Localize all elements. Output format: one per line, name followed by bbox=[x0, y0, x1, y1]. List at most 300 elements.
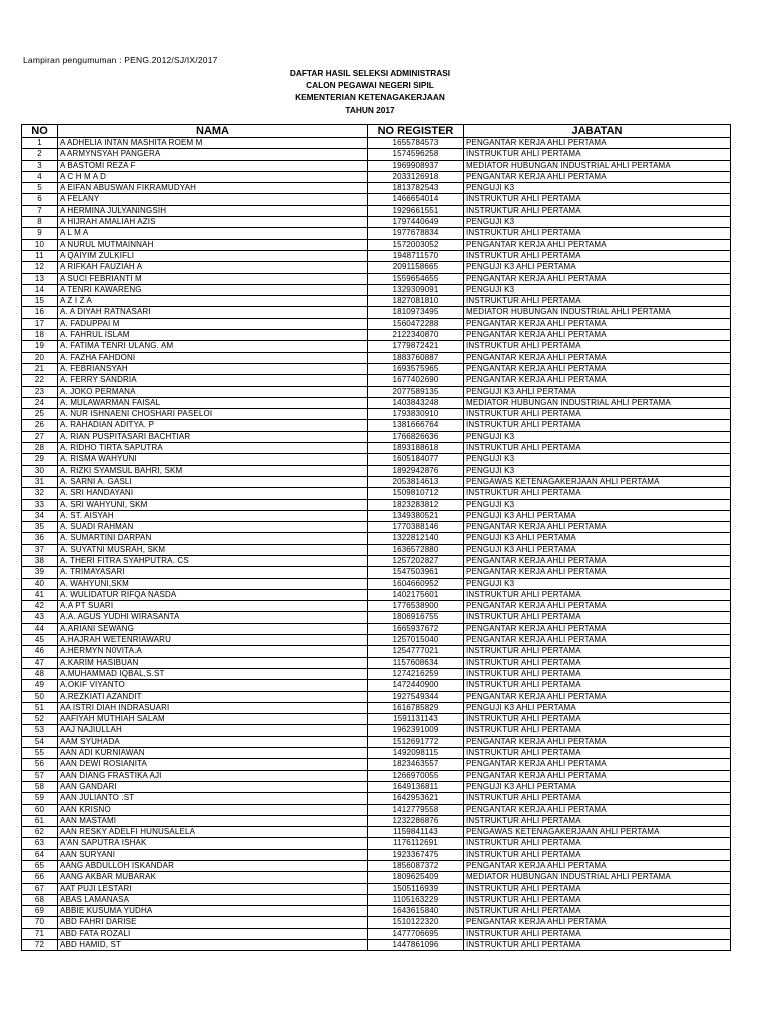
table-row bbox=[22, 601, 731, 612]
cell-nama: A EIFAN ABUSWAN FIKRAMUDYAH bbox=[58, 183, 368, 194]
table-row bbox=[22, 804, 731, 815]
cell-no: 31 bbox=[22, 476, 58, 487]
cell-no: 41 bbox=[22, 589, 58, 600]
cell-jabatan: PENGANTAR KERJA AHLI PERTAMA bbox=[464, 318, 731, 329]
cell-nama: AAN DEWI ROSIANITA bbox=[58, 759, 368, 770]
cell-no-register: 1560472288 bbox=[368, 318, 464, 329]
table-row bbox=[22, 171, 731, 182]
cell-jabatan: PENGANTAR KERJA AHLI PERTAMA bbox=[464, 363, 731, 374]
cell-jabatan: INSTRUKTUR AHLI PERTAMA bbox=[464, 194, 731, 205]
cell-no-register: 1655784573 bbox=[368, 138, 464, 149]
table-row bbox=[22, 476, 731, 487]
cell-no: 18 bbox=[22, 330, 58, 341]
cell-nama: ABD FATA ROZALI bbox=[58, 928, 368, 939]
cell-nama: A.HAJRAH WETENRIAWARU bbox=[58, 635, 368, 646]
cell-no-register: 1969908937 bbox=[368, 160, 464, 171]
cell-jabatan: INSTRUKTUR AHLI PERTAMA bbox=[464, 748, 731, 759]
cell-no: 37 bbox=[22, 544, 58, 555]
cell-no: 57 bbox=[22, 770, 58, 781]
cell-jabatan: PENGANTAR KERJA AHLI PERTAMA bbox=[464, 352, 731, 363]
cell-no-register: 1927549344 bbox=[368, 691, 464, 702]
cell-nama: A. SUADI RAHMAN bbox=[58, 522, 368, 533]
table-row bbox=[22, 363, 731, 374]
heading-line: KEMENTERIAN KETENAGAKERJAAN bbox=[295, 92, 445, 103]
table-row bbox=[22, 284, 731, 295]
cell-no-register: 1797440649 bbox=[368, 217, 464, 228]
cell-no-register: 1159841143 bbox=[368, 827, 464, 838]
cell-no-register: 1977678834 bbox=[368, 228, 464, 239]
cell-no-register: 1510122320 bbox=[368, 917, 464, 928]
cell-no: 23 bbox=[22, 386, 58, 397]
cell-nama: A. SARNI A. GASLI bbox=[58, 476, 368, 487]
table-row bbox=[22, 736, 731, 747]
table-row bbox=[22, 793, 731, 804]
cell-no: 35 bbox=[22, 522, 58, 533]
cell-jabatan: PENGUJI K3 AHLI PERTAMA bbox=[464, 533, 731, 544]
cell-nama: A.HERMYN N0VITA.A bbox=[58, 646, 368, 657]
table-row bbox=[22, 239, 731, 250]
cell-no-register: 2053814613 bbox=[368, 476, 464, 487]
cell-jabatan: PENGANTAR KERJA AHLI PERTAMA bbox=[464, 330, 731, 341]
cell-nama: A Z I Z A bbox=[58, 296, 368, 307]
table-row bbox=[22, 352, 731, 363]
cell-no: 27 bbox=[22, 431, 58, 442]
cell-jabatan: PENGUJI K3 AHLI PERTAMA bbox=[464, 262, 731, 273]
table-row bbox=[22, 296, 731, 307]
cell-no-register: 1572003052 bbox=[368, 239, 464, 250]
cell-jabatan: INSTRUKTUR AHLI PERTAMA bbox=[464, 849, 731, 860]
cell-no: 8 bbox=[22, 217, 58, 228]
cell-nama: A.KARIM HASIBUAN bbox=[58, 657, 368, 668]
cell-jabatan: PENGUJI K3 bbox=[464, 217, 731, 228]
cell-jabatan: PENGUJI K3 bbox=[464, 454, 731, 465]
cell-no-register: 1509810712 bbox=[368, 488, 464, 499]
table-row bbox=[22, 510, 731, 521]
cell-nama: AAJ NAJIULLAH bbox=[58, 725, 368, 736]
cell-no: 22 bbox=[22, 375, 58, 386]
cell-no: 67 bbox=[22, 883, 58, 894]
cell-jabatan: PENGANTAR KERJA AHLI PERTAMA bbox=[464, 623, 731, 634]
cell-jabatan: PENGUJI K3 bbox=[464, 499, 731, 510]
cell-jabatan: INSTRUKTUR AHLI PERTAMA bbox=[464, 906, 731, 917]
cell-jabatan: INSTRUKTUR AHLI PERTAMA bbox=[464, 409, 731, 420]
table-row bbox=[22, 499, 731, 510]
table-row bbox=[22, 454, 731, 465]
cell-no-register: 1883760887 bbox=[368, 352, 464, 363]
cell-no: 59 bbox=[22, 793, 58, 804]
cell-jabatan: MEDIATOR HUBUNGAN INDUSTRIAL AHLI PERTAMA bbox=[464, 397, 731, 408]
cell-jabatan: INSTRUKTUR AHLI PERTAMA bbox=[464, 646, 731, 657]
cell-no: 15 bbox=[22, 296, 58, 307]
cell-no: 70 bbox=[22, 917, 58, 928]
cell-nama: A. NUR ISHNAENI CHOSHARI PASELOI bbox=[58, 409, 368, 420]
cell-jabatan: PENGUJI K3 AHLI PERTAMA bbox=[464, 510, 731, 521]
cell-jabatan: INSTRUKTUR AHLI PERTAMA bbox=[464, 793, 731, 804]
cell-no-register: 1827081810 bbox=[368, 296, 464, 307]
cell-nama: A. THERI FITRA SYAHPUTRA. CS bbox=[58, 555, 368, 566]
cell-nama: A. SRI HANDAYANI bbox=[58, 488, 368, 499]
cell-no: 48 bbox=[22, 668, 58, 679]
cell-no-register: 1274216259 bbox=[368, 668, 464, 679]
table-row bbox=[22, 748, 731, 759]
cell-nama: A. JOKO PERMANA bbox=[58, 386, 368, 397]
cell-no-register: 1636572880 bbox=[368, 544, 464, 555]
cell-no-register: 1257015040 bbox=[368, 635, 464, 646]
cell-nama: ABAS LAMANASA bbox=[58, 894, 368, 905]
table-row bbox=[22, 646, 731, 657]
cell-jabatan: INSTRUKTUR AHLI PERTAMA bbox=[464, 589, 731, 600]
cell-no: 7 bbox=[22, 205, 58, 216]
cell-no: 60 bbox=[22, 804, 58, 815]
cell-jabatan: PENGAWAS KETENAGAKERJAAN AHLI PERTAMA bbox=[464, 476, 731, 487]
lampiran-reference: Lampiran pengumuman : PENG.2012/SJ/IX/2017 bbox=[23, 55, 218, 65]
cell-no-register: 1254777021 bbox=[368, 646, 464, 657]
cell-nama: AANG ABDULLOH ISKANDAR bbox=[58, 861, 368, 872]
table-row bbox=[22, 375, 731, 386]
cell-no: 51 bbox=[22, 702, 58, 713]
cell-jabatan: PENGUJI K3 bbox=[464, 578, 731, 589]
cell-no-register: 1157608634 bbox=[368, 657, 464, 668]
cell-no: 69 bbox=[22, 906, 58, 917]
cell-jabatan: INSTRUKTUR AHLI PERTAMA bbox=[464, 668, 731, 679]
cell-jabatan: INSTRUKTUR AHLI PERTAMA bbox=[464, 928, 731, 939]
cell-no-register: 1948711570 bbox=[368, 250, 464, 261]
cell-jabatan: PENGANTAR KERJA AHLI PERTAMA bbox=[464, 555, 731, 566]
column-header-jabatan: JABATAN bbox=[464, 125, 731, 138]
cell-no-register: 2122340870 bbox=[368, 330, 464, 341]
cell-no-register: 1649136811 bbox=[368, 781, 464, 792]
cell-no-register: 1665937672 bbox=[368, 623, 464, 634]
cell-no: 16 bbox=[22, 307, 58, 318]
cell-no: 54 bbox=[22, 736, 58, 747]
cell-no: 36 bbox=[22, 533, 58, 544]
cell-no: 20 bbox=[22, 352, 58, 363]
cell-no-register: 1693575965 bbox=[368, 363, 464, 374]
table-row bbox=[22, 872, 731, 883]
table-row bbox=[22, 861, 731, 872]
cell-no: 33 bbox=[22, 499, 58, 510]
table-row bbox=[22, 702, 731, 713]
cell-jabatan: INSTRUKTUR AHLI PERTAMA bbox=[464, 883, 731, 894]
cell-no: 47 bbox=[22, 657, 58, 668]
cell-jabatan: MEDIATOR HUBUNGAN INDUSTRIAL AHLI PERTAMA bbox=[464, 160, 731, 171]
cell-jabatan: INSTRUKTUR AHLI PERTAMA bbox=[464, 838, 731, 849]
cell-no-register: 2077589135 bbox=[368, 386, 464, 397]
table-row bbox=[22, 940, 731, 951]
cell-jabatan: PENGANTAR KERJA AHLI PERTAMA bbox=[464, 861, 731, 872]
table-row bbox=[22, 781, 731, 792]
cell-no: 46 bbox=[22, 646, 58, 657]
table-body bbox=[22, 138, 731, 951]
cell-no: 38 bbox=[22, 555, 58, 566]
table-row bbox=[22, 273, 731, 284]
cell-nama: A. WULIDATUR RIFQA NASDA bbox=[58, 589, 368, 600]
cell-no: 12 bbox=[22, 262, 58, 273]
table-row bbox=[22, 183, 731, 194]
cell-jabatan: PENGANTAR KERJA AHLI PERTAMA bbox=[464, 917, 731, 928]
cell-no: 11 bbox=[22, 250, 58, 261]
cell-no-register: 1642953621 bbox=[368, 793, 464, 804]
cell-no: 56 bbox=[22, 759, 58, 770]
column-header-no: NO bbox=[22, 125, 58, 138]
cell-no: 44 bbox=[22, 623, 58, 634]
cell-no-register: 1472440900 bbox=[368, 680, 464, 691]
cell-nama: AAN SURYANI bbox=[58, 849, 368, 860]
cell-no-register: 1176112691 bbox=[368, 838, 464, 849]
cell-no-register: 1322812140 bbox=[368, 533, 464, 544]
cell-no-register: 1776538900 bbox=[368, 601, 464, 612]
cell-no-register: 1402175601 bbox=[368, 589, 464, 600]
cell-nama: ABD FAHRI DARISE bbox=[58, 917, 368, 928]
cell-jabatan: PENGUJI K3 AHLI PERTAMA bbox=[464, 781, 731, 792]
results-table bbox=[21, 124, 731, 951]
cell-no-register: 1349380521 bbox=[368, 510, 464, 521]
cell-nama: AAN MASTAMI bbox=[58, 815, 368, 826]
cell-nama: AAN DIANG FRASTIKA AJI bbox=[58, 770, 368, 781]
table-row bbox=[22, 194, 731, 205]
cell-nama: AAN KRISNO bbox=[58, 804, 368, 815]
cell-no: 5 bbox=[22, 183, 58, 194]
cell-nama: A. RIDHO TIRTA SAPUTRA bbox=[58, 443, 368, 454]
cell-nama: A.ARIANI SEWANG bbox=[58, 623, 368, 634]
cell-no: 4 bbox=[22, 171, 58, 182]
table-row bbox=[22, 431, 731, 442]
cell-nama: A. FADUPPAI M bbox=[58, 318, 368, 329]
cell-jabatan: PENGANTAR KERJA AHLI PERTAMA bbox=[464, 770, 731, 781]
cell-no: 17 bbox=[22, 318, 58, 329]
cell-nama: A. ST. AISYAH bbox=[58, 510, 368, 521]
cell-no-register: 1329309091 bbox=[368, 284, 464, 295]
cell-nama: A. RIZKI SYAMSUL BAHRI, SKM bbox=[58, 465, 368, 476]
cell-nama: AAN JULIANTO .ST bbox=[58, 793, 368, 804]
table-row bbox=[22, 138, 731, 149]
cell-no: 52 bbox=[22, 714, 58, 725]
cell-no-register: 1232286876 bbox=[368, 815, 464, 826]
table-row bbox=[22, 623, 731, 634]
cell-no-register: 1810973495 bbox=[368, 307, 464, 318]
cell-jabatan: PENGANTAR KERJA AHLI PERTAMA bbox=[464, 759, 731, 770]
cell-no: 42 bbox=[22, 601, 58, 612]
cell-jabatan: PENGANTAR KERJA AHLI PERTAMA bbox=[464, 375, 731, 386]
cell-no-register: 1823283812 bbox=[368, 499, 464, 510]
cell-no-register: 1809625409 bbox=[368, 872, 464, 883]
cell-nama: A. FAZHA FAHDONI bbox=[58, 352, 368, 363]
cell-no: 34 bbox=[22, 510, 58, 521]
table-row bbox=[22, 612, 731, 623]
cell-nama: A QAIYIM ZULKIFLI bbox=[58, 250, 368, 261]
cell-no-register: 1591131143 bbox=[368, 714, 464, 725]
table-row bbox=[22, 657, 731, 668]
cell-nama: AANG AKBAR MUBARAK bbox=[58, 872, 368, 883]
cell-jabatan: PENGANTAR KERJA AHLI PERTAMA bbox=[464, 567, 731, 578]
table-row bbox=[22, 555, 731, 566]
table-row bbox=[22, 668, 731, 679]
cell-no: 2 bbox=[22, 149, 58, 160]
table-row bbox=[22, 578, 731, 589]
cell-nama: A. SRI WAHYUNI, SKM bbox=[58, 499, 368, 510]
cell-nama: A'AN SAPUTRA ISHAK bbox=[58, 838, 368, 849]
cell-no: 40 bbox=[22, 578, 58, 589]
cell-jabatan: INSTRUKTUR AHLI PERTAMA bbox=[464, 714, 731, 725]
cell-no: 26 bbox=[22, 420, 58, 431]
table-row bbox=[22, 589, 731, 600]
cell-nama: A C H M A D bbox=[58, 171, 368, 182]
table-row bbox=[22, 341, 731, 352]
cell-no-register: 1574596258 bbox=[368, 149, 464, 160]
cell-no-register: 1559654655 bbox=[368, 273, 464, 284]
table-row bbox=[22, 544, 731, 555]
cell-jabatan: INSTRUKTUR AHLI PERTAMA bbox=[464, 228, 731, 239]
cell-jabatan: PENGANTAR KERJA AHLI PERTAMA bbox=[464, 522, 731, 533]
cell-jabatan: PENGANTAR KERJA AHLI PERTAMA bbox=[464, 239, 731, 250]
table-row bbox=[22, 262, 731, 273]
cell-no-register: 1381666764 bbox=[368, 420, 464, 431]
cell-jabatan: INSTRUKTUR AHLI PERTAMA bbox=[464, 296, 731, 307]
cell-no: 43 bbox=[22, 612, 58, 623]
cell-jabatan: PENGANTAR KERJA AHLI PERTAMA bbox=[464, 691, 731, 702]
cell-nama: AAM SYUHADA bbox=[58, 736, 368, 747]
cell-jabatan: INSTRUKTUR AHLI PERTAMA bbox=[464, 612, 731, 623]
table-row bbox=[22, 815, 731, 826]
cell-no-register: 1923367475 bbox=[368, 849, 464, 860]
cell-nama: A ADHELIA INTAN MASHITA ROEM M bbox=[58, 138, 368, 149]
table-row bbox=[22, 318, 731, 329]
cell-no-register: 1412779558 bbox=[368, 804, 464, 815]
cell-no-register: 1403843248 bbox=[368, 397, 464, 408]
cell-nama: A. FERRY SANDRIA bbox=[58, 375, 368, 386]
cell-no-register: 1793830910 bbox=[368, 409, 464, 420]
table-row bbox=[22, 827, 731, 838]
cell-jabatan: INSTRUKTUR AHLI PERTAMA bbox=[464, 205, 731, 216]
table-row bbox=[22, 397, 731, 408]
cell-jabatan: INSTRUKTUR AHLI PERTAMA bbox=[464, 420, 731, 431]
cell-no: 30 bbox=[22, 465, 58, 476]
cell-nama: A TENRI KAWARENG bbox=[58, 284, 368, 295]
cell-nama: A. FAHRUL ISLAM bbox=[58, 330, 368, 341]
cell-nama: AAN ADI KURNIAWAN bbox=[58, 748, 368, 759]
cell-no-register: 1806916755 bbox=[368, 612, 464, 623]
table-row bbox=[22, 488, 731, 499]
cell-jabatan: PENGANTAR KERJA AHLI PERTAMA bbox=[464, 736, 731, 747]
cell-no: 28 bbox=[22, 443, 58, 454]
cell-no-register: 1604660952 bbox=[368, 578, 464, 589]
cell-nama: A. FATIMA TENRI ULANG. AM bbox=[58, 341, 368, 352]
table-row bbox=[22, 635, 731, 646]
cell-nama: A.OKIF VIYANTO bbox=[58, 680, 368, 691]
table-row bbox=[22, 906, 731, 917]
cell-nama: ABBIE KUSUMA YUDHA bbox=[58, 906, 368, 917]
cell-no-register: 1257202827 bbox=[368, 555, 464, 566]
cell-nama: A.A. AGUS YUDHI WIRASANTA bbox=[58, 612, 368, 623]
cell-nama: AA ISTRI DIAH INDRASUARI bbox=[58, 702, 368, 713]
cell-nama: A. SUMARTINI DARPAN bbox=[58, 533, 368, 544]
cell-jabatan: PENGUJI K3 bbox=[464, 183, 731, 194]
cell-nama: A BASTOMI REZA F bbox=[58, 160, 368, 171]
cell-no-register: 1266970055 bbox=[368, 770, 464, 781]
heading-line: DAFTAR HASIL SELEKSI ADMINISTRASI bbox=[289, 68, 451, 78]
cell-jabatan: INSTRUKTUR AHLI PERTAMA bbox=[464, 680, 731, 691]
cell-no: 50 bbox=[22, 691, 58, 702]
cell-no-register: 1823463557 bbox=[368, 759, 464, 770]
table-row bbox=[22, 149, 731, 160]
cell-jabatan: PENGUJI K3 AHLI PERTAMA bbox=[464, 702, 731, 713]
cell-no-register: 1105163229 bbox=[368, 894, 464, 905]
table-row bbox=[22, 250, 731, 261]
table-row bbox=[22, 533, 731, 544]
cell-jabatan: PENGUJI K3 bbox=[464, 284, 731, 295]
cell-no: 24 bbox=[22, 397, 58, 408]
cell-jabatan: INSTRUKTUR AHLI PERTAMA bbox=[464, 815, 731, 826]
cell-nama: A.MUHAMMAD IQBAL,S.ST bbox=[58, 668, 368, 679]
cell-jabatan: MEDIATOR HUBUNGAN INDUSTRIAL AHLI PERTAMA bbox=[464, 872, 731, 883]
cell-jabatan: PENGANTAR KERJA AHLI PERTAMA bbox=[464, 138, 731, 149]
cell-nama: A NURUL MUTMAINNAH bbox=[58, 239, 368, 250]
cell-nama: A FELANY bbox=[58, 194, 368, 205]
cell-no: 3 bbox=[22, 160, 58, 171]
table-header-row bbox=[22, 125, 731, 138]
cell-nama: AAFIYAH MUTHIAH SALAM bbox=[58, 714, 368, 725]
cell-nama: AAT PUJI LESTARI bbox=[58, 883, 368, 894]
cell-jabatan: INSTRUKTUR AHLI PERTAMA bbox=[464, 894, 731, 905]
cell-no: 55 bbox=[22, 748, 58, 759]
table-row bbox=[22, 465, 731, 476]
cell-nama: A. RISMA WAHYUNI bbox=[58, 454, 368, 465]
cell-no: 62 bbox=[22, 827, 58, 838]
cell-no: 64 bbox=[22, 849, 58, 860]
cell-no-register: 1447861096 bbox=[368, 940, 464, 951]
cell-no: 66 bbox=[22, 872, 58, 883]
cell-jabatan: PENGAWAS KETENAGAKERJAAN AHLI PERTAMA bbox=[464, 827, 731, 838]
cell-nama: A. FEBRIANSYAH bbox=[58, 363, 368, 374]
cell-no: 45 bbox=[22, 635, 58, 646]
cell-no-register: 1770388146 bbox=[368, 522, 464, 533]
table-row bbox=[22, 420, 731, 431]
cell-no-register: 2091158665 bbox=[368, 262, 464, 273]
cell-jabatan: MEDIATOR HUBUNGAN INDUSTRIAL AHLI PERTAMA bbox=[464, 307, 731, 318]
table-row bbox=[22, 849, 731, 860]
cell-nama: A.REZKIATI AZANDIT bbox=[58, 691, 368, 702]
cell-jabatan: INSTRUKTUR AHLI PERTAMA bbox=[464, 250, 731, 261]
table-row bbox=[22, 725, 731, 736]
cell-no-register: 1547503961 bbox=[368, 567, 464, 578]
table-row bbox=[22, 838, 731, 849]
cell-jabatan: PENGANTAR KERJA AHLI PERTAMA bbox=[464, 171, 731, 182]
cell-nama: A. TRIMAYASARI bbox=[58, 567, 368, 578]
cell-no-register: 1766826636 bbox=[368, 431, 464, 442]
document-heading bbox=[0, 67, 740, 116]
heading-line: CALON PEGAWAI NEGERI SIPIL bbox=[306, 80, 434, 91]
cell-no: 61 bbox=[22, 815, 58, 826]
cell-jabatan: PENGUJI K3 bbox=[464, 465, 731, 476]
cell-nama: A. WAHYUNI,SKM bbox=[58, 578, 368, 589]
cell-no-register: 1643615840 bbox=[368, 906, 464, 917]
cell-no: 63 bbox=[22, 838, 58, 849]
cell-jabatan: PENGANTAR KERJA AHLI PERTAMA bbox=[464, 601, 731, 612]
cell-no: 39 bbox=[22, 567, 58, 578]
cell-jabatan: PENGUJI K3 bbox=[464, 431, 731, 442]
cell-nama: ABD HAMID, ST bbox=[58, 940, 368, 951]
table-row bbox=[22, 160, 731, 171]
cell-no: 21 bbox=[22, 363, 58, 374]
cell-no: 14 bbox=[22, 284, 58, 295]
cell-jabatan: INSTRUKTUR AHLI PERTAMA bbox=[464, 443, 731, 454]
cell-no-register: 1616785829 bbox=[368, 702, 464, 713]
cell-no-register: 1512691772 bbox=[368, 736, 464, 747]
cell-nama: A HERMINA JULYANINGSIH bbox=[58, 205, 368, 216]
cell-jabatan: INSTRUKTUR AHLI PERTAMA bbox=[464, 940, 731, 951]
cell-no-register: 1505116939 bbox=[368, 883, 464, 894]
cell-jabatan: PENGUJI K3 AHLI PERTAMA bbox=[464, 386, 731, 397]
